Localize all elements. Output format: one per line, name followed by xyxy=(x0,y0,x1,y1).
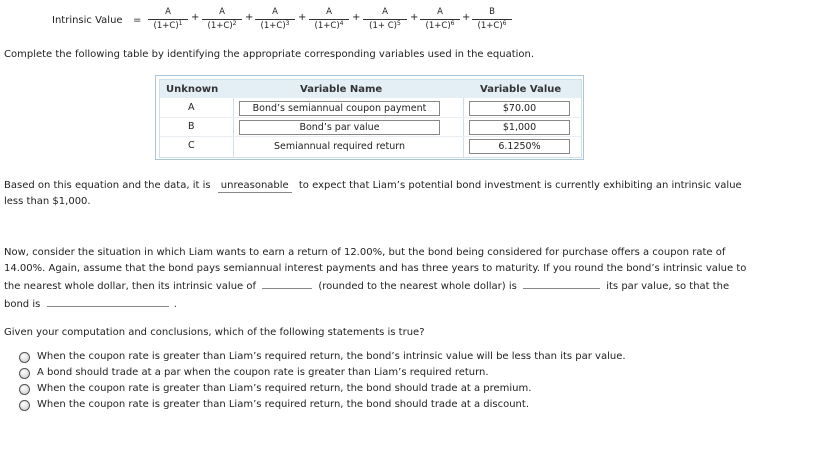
header-variable-value: Variable Value xyxy=(480,84,562,95)
option-3-radio[interactable] xyxy=(19,384,30,395)
header-unknown: Unknown xyxy=(166,84,219,95)
intrinsic-value-select[interactable] xyxy=(262,277,312,289)
reasonableness-select[interactable]: unreasonable xyxy=(218,179,292,193)
option-1-radio[interactable] xyxy=(19,352,30,363)
plus-sign: + xyxy=(352,12,361,23)
instruction-text: Complete the following table by identifying the appropriate corresponding variables used in the equation. xyxy=(4,49,535,60)
plus-sign: + xyxy=(462,12,471,23)
paragraph-scenario: Now, consider the situation in which Liam wants to earn a return of 12.00%, but the bond being considered for purchase offers a coupon rate of 14.00%. Again, assume that the bond pays semiannual interest payments and has three years to maturity. If you round the bond’s intrinsic value to the nearest whole dollar, then its intrinsic value of (rounded to the nearest whole dollar) is its par value, so that the bond is . xyxy=(4,247,747,310)
formula-term-2: $\frac{A}{(1+C)^2}$ xyxy=(202,8,242,30)
variable-value-a-select[interactable]: $70.00 xyxy=(469,101,570,116)
formula-equals: = xyxy=(133,15,142,26)
plus-sign: + xyxy=(245,12,254,23)
formula-label: Intrinsic Value xyxy=(52,15,123,26)
formula-term-1: $\frac{A}{(1+C)^1}$ xyxy=(148,8,188,30)
variable-name-b-select[interactable]: Bond’s par value xyxy=(239,120,440,135)
variable-value-b-select[interactable]: $1,000 xyxy=(469,120,570,135)
option-2-radio[interactable] xyxy=(19,368,30,379)
formula-term-6: $\frac{A}{(1+C)^6}$ xyxy=(420,8,460,30)
variable-name-c-select[interactable]: Semiannual required return xyxy=(239,139,440,154)
header-variable-name: Variable Name xyxy=(300,84,383,95)
variables-table xyxy=(155,75,584,160)
row-b-unknown: B xyxy=(188,121,195,132)
row-c-unknown: C xyxy=(188,140,195,151)
option-4-label[interactable]: When the coupon rate is greater than Liam’s required return, the bond should trade at a discount. xyxy=(37,399,529,410)
option-2-label[interactable]: A bond should trade at a par when the coupon rate is greater than Liam’s required return. xyxy=(37,367,489,378)
paragraph-reasonableness: Based on this equation and the data, it is unreasonable to expect that Liam’s potential bond investment is currently exhibiting an intrinsic value less than $1,000. xyxy=(4,180,742,207)
option-3-label[interactable]: When the coupon rate is greater than Liam’s required return, the bond should trade at a premium. xyxy=(37,383,532,394)
row-a-unknown: A xyxy=(188,102,195,113)
option-1-label[interactable]: When the coupon rate is greater than Liam’s required return, the bond’s intrinsic value will be less than its par value. xyxy=(37,351,626,362)
comparison-select[interactable] xyxy=(523,277,600,289)
variable-value-c-select[interactable]: 6.1250% xyxy=(469,139,570,154)
bond-status-select[interactable] xyxy=(47,295,169,307)
option-4-radio[interactable] xyxy=(19,400,30,411)
plus-sign: + xyxy=(298,12,307,23)
variable-name-a-select[interactable]: Bond’s semiannual coupon payment xyxy=(239,101,440,116)
table-header xyxy=(160,80,581,98)
formula-term-7: $\frac{B}{(1+C)^6}$ xyxy=(472,8,512,30)
plus-sign: + xyxy=(410,12,419,23)
formula-term-4: $\frac{A}{(1+C)^4}$ xyxy=(309,8,349,30)
formula-term-3: $\frac{A}{(1+C)^3}$ xyxy=(255,8,295,30)
formula-term-5: $\frac{A}{(1+ C)^5}$ xyxy=(363,8,407,30)
question-text: Given your computation and conclusions, which of the following statements is true? xyxy=(4,327,425,338)
plus-sign: + xyxy=(191,12,200,23)
